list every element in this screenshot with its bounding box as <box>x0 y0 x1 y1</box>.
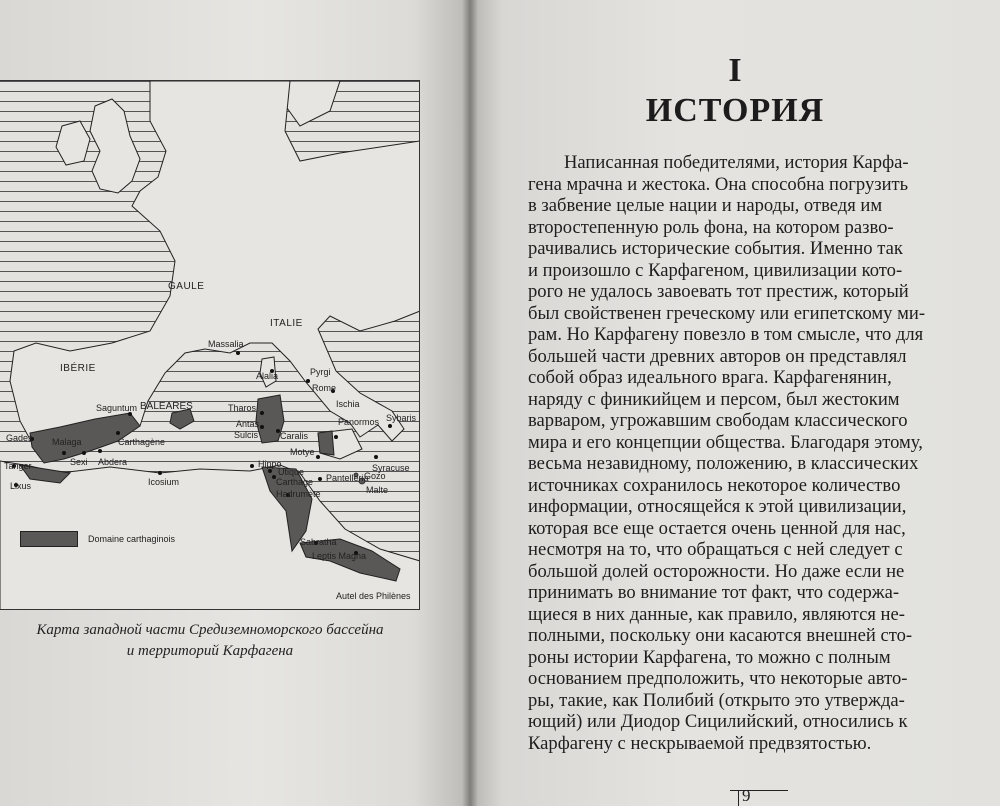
body-line: в забвение целые нации и народы, отведя им <box>528 195 883 216</box>
chapter-title: ИСТОРИЯ <box>645 92 825 129</box>
body-line: основанием предположить, что некоторые авто- <box>528 668 908 689</box>
map-label-malaga: Malaga <box>52 437 82 447</box>
body-line: ры, такие, как Полибий (открыто это утвержда- <box>528 689 905 711</box>
body-line: источниках сохранилось некоторое количество <box>528 474 901 496</box>
map-figure <box>0 80 420 610</box>
map-label-tanger: Tanger <box>4 461 32 471</box>
map-label-autel: Autel des Philènes <box>336 591 411 601</box>
map-label-sulcis: Sulcis <box>234 430 259 440</box>
map-label-alalia: Alalia <box>256 371 279 381</box>
map-label-motye: Motye <box>290 447 315 457</box>
body-line: принимать во внимание тот факт, что содержа- <box>528 582 900 603</box>
body-line: несмотря на то, что обращаться с ней следует с <box>528 539 903 560</box>
body-line: гена мрачна и жестока. Она способна погрузить <box>528 173 909 195</box>
sicily-punic <box>318 431 334 455</box>
map-label-baleares: BALEARES <box>140 401 193 412</box>
body-line: Написанная победителями, история Карфа- <box>564 152 909 173</box>
body-line: роны истории Карфагена, то можно с полным <box>528 646 891 668</box>
map-caption <box>10 620 410 662</box>
map-label-gaule: GAULE <box>168 281 205 292</box>
map-label-massalia: Massalia <box>208 339 244 349</box>
map-label-panormos: Panormos <box>338 417 380 427</box>
body-line: мира и его концепции общества. Благодаря этому, <box>528 431 923 453</box>
map-legend <box>20 531 175 547</box>
map-label-ischia: Ischia <box>336 399 360 409</box>
body-line: варваром, угрожавшим свободам классического <box>528 410 908 431</box>
caption-line-2: и территорий Карфагена <box>126 643 294 659</box>
map-label-malte: Malte <box>366 485 389 495</box>
map-label-rome: Rome <box>312 383 337 393</box>
legend-swatch <box>20 531 78 547</box>
map-label-sabratha: Sabratha <box>300 537 337 547</box>
map-label-lixus: Lixus <box>10 481 32 491</box>
folio-bar <box>738 790 739 806</box>
map-label-hadrumete: Hadrumète <box>276 489 321 499</box>
body-line: большой долей осторожности. Но даже если не <box>528 560 905 582</box>
map-label-iberie: IBÉRIE <box>60 363 96 374</box>
map-label-saguntum: Saguntum <box>96 403 138 413</box>
map-label-carthage: Carthage <box>276 477 314 487</box>
map-label-antas: Antas <box>236 419 260 429</box>
body-line: щиеся в них данные, как правило, являются не- <box>528 603 905 625</box>
body-line: ющий) или Диодор Сицилийский, относились к <box>528 711 908 732</box>
body-line: рого не удалось завоевать тот престиж, который <box>528 281 909 302</box>
map-label-sybaris: Sybaris <box>386 413 417 423</box>
map-label-leptis-magna: Leptis Magna <box>312 551 367 561</box>
page-number: 9 <box>742 786 751 805</box>
body-line: наряду с финикийцем и персом, был жестоким <box>528 388 900 410</box>
body-line: рачивались исторические события. Именно так <box>528 238 903 259</box>
chapter-number: I <box>728 52 742 89</box>
map-label-icosium: Icosium <box>148 477 180 487</box>
body-line: которая все еще остается очень ценной для нас, <box>528 517 906 539</box>
map-label-hippo: Hippo <box>258 459 282 469</box>
map-label-italie: ITALIE <box>270 318 303 329</box>
map-label-abdera: Abdera <box>98 457 128 467</box>
map-label-carthagene: Carthagène <box>118 437 166 447</box>
body-line: большей части древних авторов он представлял <box>528 345 907 367</box>
map-label-pantelleria: Pantelleria <box>326 473 369 483</box>
body-line: второстепенную роль фона, на котором разво- <box>528 216 894 238</box>
map-label-gades: Gades <box>6 433 33 443</box>
left-page <box>0 0 470 806</box>
body-line: весьма незавидному, положению, в классических <box>528 453 919 474</box>
map-label-pyrgi: Pyrgi <box>310 367 331 377</box>
body-line: рам. Но Карфагену повезло в том смысле, что для <box>528 324 924 345</box>
map-label-utique: Utique <box>278 467 305 477</box>
legend-label: Domaine carthaginois <box>88 534 176 544</box>
map-label-gozo: Gozo <box>364 471 386 481</box>
body-line: и произошло с Карфагеном, цивилизации кото- <box>528 259 903 281</box>
body-line: информации, относящейся к этой цивилизации, <box>528 496 907 517</box>
map-label-syracuse: Syracuse <box>372 463 410 473</box>
map-label-caralis: Caralis <box>280 431 309 441</box>
body-text <box>528 152 980 754</box>
body-line: Карфагену с нескрываемой предвзятостью. <box>528 732 872 754</box>
body-line: собой образ идеального врага. Карфагенянин, <box>528 367 892 388</box>
map-label-tharos: Tharos <box>228 403 257 413</box>
body-line: полными, поскольку они касаются внешней сто- <box>528 625 913 646</box>
caption-line-1: Карта западной части Средиземноморского бассейна <box>36 622 384 638</box>
map-label-sexi: Sexi <box>70 457 88 467</box>
body-line: был свойственен греческому или египетскому ми- <box>528 302 926 324</box>
